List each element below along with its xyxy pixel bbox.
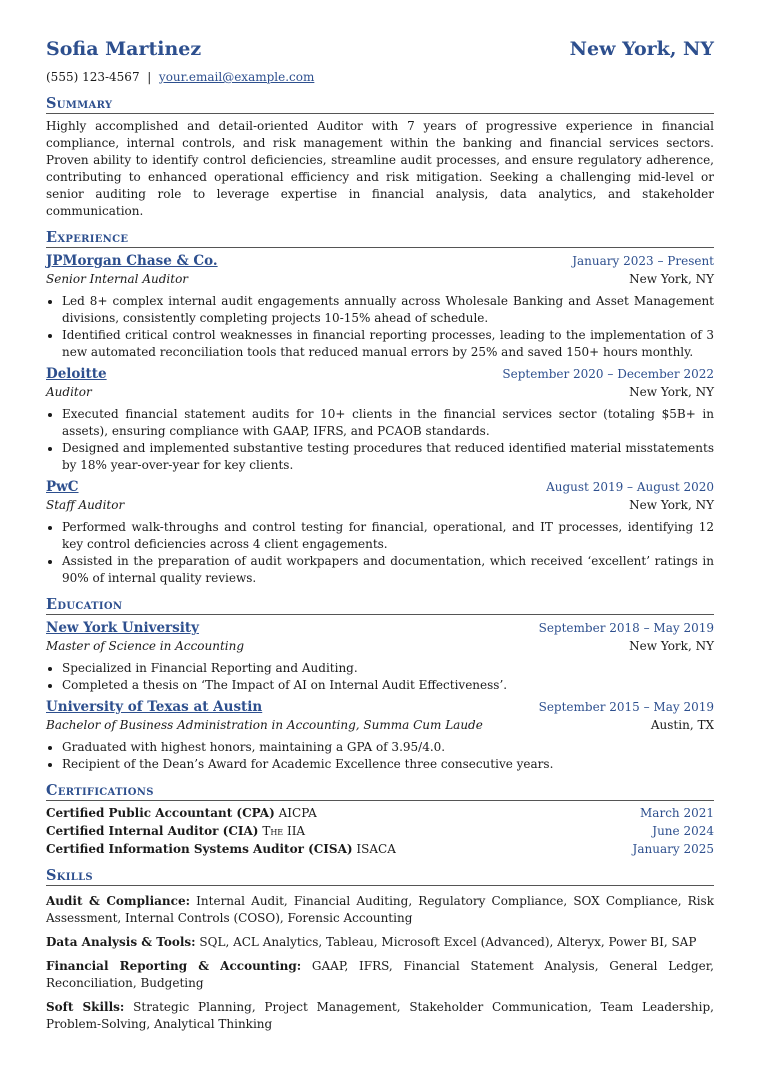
certification-date: March 2021 xyxy=(640,806,714,820)
experience-entry xyxy=(46,252,714,361)
bullet-item: • Executed financial statement audits for 10+ clients in the financial services sector (totaling $5B+ in assets), ensuring compliance with GAAP, IFRS, and PCAOB standards. xyxy=(62,406,714,440)
entry-bullets xyxy=(46,739,714,773)
experience-heading: Experience xyxy=(46,229,714,248)
organization-link[interactable]: New York University xyxy=(46,620,199,636)
contact-line xyxy=(46,70,714,86)
experience-list xyxy=(46,252,714,587)
education-heading: Education xyxy=(46,596,714,615)
contact-separator: | xyxy=(147,70,152,84)
certification-row xyxy=(46,822,714,840)
certification-name-group xyxy=(46,822,305,840)
organization-link[interactable]: Deloitte xyxy=(46,366,107,382)
skill-category: Financial Reporting & Accounting: xyxy=(46,959,302,973)
skills-heading: Skills xyxy=(46,867,714,886)
education-entry xyxy=(46,698,714,773)
certification-issuer: AICPA xyxy=(278,806,317,820)
entry-location: New York, NY xyxy=(629,498,714,512)
education-entry xyxy=(46,619,714,694)
bullet-item: • Graduated with highest honors, maintaining a GPA of 3.95/4.0. xyxy=(62,739,714,756)
entry-role: Bachelor of Business Administration in Accounting, Summa Cum Laude xyxy=(46,718,483,732)
entry-subtitle-row xyxy=(46,716,714,734)
bullet-item: • Performed walk-throughs and control testing for financial, operational, and IT processes, identifying 12 key control deficiencies across 4 client engagements. xyxy=(62,519,714,553)
entry-dates: January 2023 – Present xyxy=(572,254,714,268)
certification-name: Certified Information Systems Auditor (CISA) xyxy=(46,842,353,856)
entry-role: Auditor xyxy=(46,385,92,399)
entry-bullets xyxy=(46,519,714,587)
skill-category: Soft Skills: xyxy=(46,1000,125,1014)
entry-title-row xyxy=(46,619,714,637)
certification-row xyxy=(46,804,714,822)
entry-title-row xyxy=(46,252,714,270)
bullet-item: • Led 8+ complex internal audit engagements annually across Wholesale Banking and Asset Management divisions, consistently completing projects 10-15% ahead of schedule. xyxy=(62,293,714,327)
entry-bullets xyxy=(46,406,714,474)
entry-title-row xyxy=(46,698,714,716)
certifications-list xyxy=(46,804,714,858)
skill-category: Audit & Compliance: xyxy=(46,894,191,908)
resume-header xyxy=(46,38,714,68)
phone-number: (555) 123-4567 xyxy=(46,70,140,84)
skill-category: Data Analysis & Tools: xyxy=(46,935,196,949)
entry-dates: September 2018 – May 2019 xyxy=(538,621,714,635)
entry-role: Staff Auditor xyxy=(46,498,125,512)
entry-subtitle-row xyxy=(46,637,714,655)
bullet-item: • Specialized in Financial Reporting and Auditing. xyxy=(62,660,714,677)
skill-list: SQL, ACL Analytics, Tableau, Microsoft Excel (Advanced), Alteryx, Power BI, SAP xyxy=(199,935,697,949)
summary-heading: Summary xyxy=(46,95,714,114)
entry-subtitle-row xyxy=(46,383,714,401)
entry-role: Master of Science in Accounting xyxy=(46,639,245,653)
skills-list xyxy=(46,893,714,1033)
skill-list: GAAP, IFRS, Financial Statement Analysis, General Ledger, Reconciliation, Budgeting xyxy=(46,959,714,990)
skill-row xyxy=(46,999,714,1033)
skill-row xyxy=(46,934,714,951)
bullet-item: • Recipient of the Dean’s Award for Academic Excellence three consecutive years. xyxy=(62,756,714,773)
entry-title-row xyxy=(46,365,714,383)
experience-entry xyxy=(46,365,714,474)
entry-role: Senior Internal Auditor xyxy=(46,272,189,286)
entry-dates: August 2019 – August 2020 xyxy=(546,480,714,494)
skill-row xyxy=(46,958,714,992)
entry-subtitle-row xyxy=(46,270,714,288)
bullet-item: • Designed and implemented substantive testing procedures that reduced identified material misstatements by 18% year-over-year for key clients. xyxy=(62,440,714,474)
bullet-item: • Identified critical control weaknesses in financial reporting processes, leading to the implementation of 3 new automated reconciliation tools that reduced manual errors by 25% and saved 150+ hours monthly. xyxy=(62,327,714,361)
certification-name: Certified Public Accountant (CPA) xyxy=(46,806,275,820)
summary-text: Highly accomplished and detail-oriented Auditor with 7 years of progressive experience in financial compliance, internal controls, and risk management within the banking and financial services sectors. Proven ability to identify control deficiencies, streamline audit processes, and ensure regulatory adherence, contributing to enhanced operational efficiency and risk mitigation. Seeking a challenging mid-level or senior auditing role to leverage expertise in financial analysis, data analytics, and stakeholder communication. xyxy=(46,119,714,218)
certification-name-group xyxy=(46,804,317,822)
entry-location: New York, NY xyxy=(629,272,714,286)
organization-link[interactable]: JPMorgan Chase & Co. xyxy=(46,253,218,269)
entry-location: New York, NY xyxy=(629,385,714,399)
certification-name: Certified Internal Auditor (CIA) xyxy=(46,824,259,838)
entry-title-row xyxy=(46,478,714,496)
entry-location: New York, NY xyxy=(629,639,714,653)
skill-list: Strategic Planning, Project Management, Stakeholder Communication, Team Leadership, Problem-Solving, Analytical Thinking xyxy=(46,1000,714,1031)
candidate-name: Sofia Martinez xyxy=(46,38,202,60)
entry-dates: September 2020 – December 2022 xyxy=(502,367,714,381)
entry-location: Austin, TX xyxy=(650,718,714,732)
candidate-location: New York, NY xyxy=(569,38,714,60)
bullet-item: • Completed a thesis on ‘The Impact of AI on Internal Audit Effectiveness’. xyxy=(62,677,714,694)
certifications-heading: Certifications xyxy=(46,782,714,801)
experience-entry xyxy=(46,478,714,587)
email-link[interactable]: your.email@example.com xyxy=(158,70,315,84)
organization-link[interactable]: PwC xyxy=(46,479,79,495)
skill-list: Internal Audit, Financial Auditing, Regulatory Compliance, SOX Compliance, Risk Assessment, Internal Controls (COSO), Forensic Accounting xyxy=(46,894,714,925)
certification-date: June 2024 xyxy=(652,824,714,838)
organization-link[interactable]: University of Texas at Austin xyxy=(46,699,263,715)
entry-bullets xyxy=(46,660,714,694)
education-list xyxy=(46,619,714,773)
bullet-item: • Assisted in the preparation of audit workpapers and documentation, which received ‘excellent’ ratings in 90% of internal quality reviews. xyxy=(62,553,714,587)
skill-row xyxy=(46,893,714,927)
entry-dates: September 2015 – May 2019 xyxy=(538,700,714,714)
certification-name-group xyxy=(46,840,396,858)
certification-row xyxy=(46,840,714,858)
entry-bullets xyxy=(46,293,714,361)
entry-subtitle-row xyxy=(46,496,714,514)
certification-issuer: ISACA xyxy=(356,842,396,856)
certification-issuer: The IIA xyxy=(262,824,306,838)
certification-date: January 2025 xyxy=(632,842,714,856)
